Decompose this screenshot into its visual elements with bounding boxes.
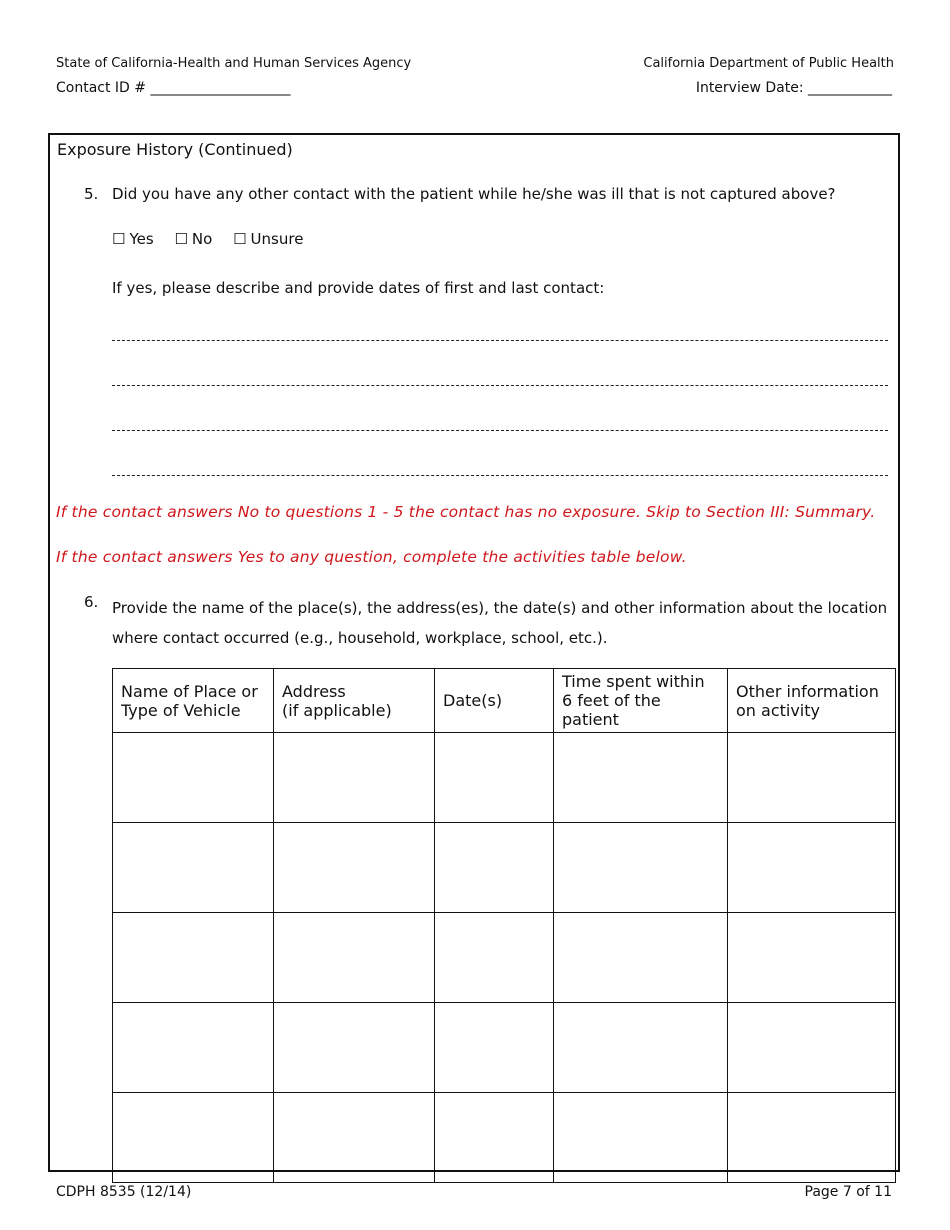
table-row (113, 1093, 896, 1183)
table-cell[interactable] (728, 913, 896, 1003)
header-name-of-place: Name of Place or Type of Vehicle (113, 669, 274, 733)
table-cell[interactable] (113, 823, 274, 913)
table-cell[interactable] (274, 733, 435, 823)
answer-line[interactable] (112, 385, 888, 386)
form-identifier: CDPH 8535 (12/14) (56, 1184, 192, 1200)
complete-table-note: If the contact answers Yes to any question, complete the activities table below. (56, 548, 687, 566)
question-6-number: 6. (84, 593, 99, 611)
table-cell[interactable] (113, 1003, 274, 1093)
contact-id-field[interactable]: Contact ID # ____________________ (56, 80, 291, 96)
exposure-history-section (48, 133, 900, 1172)
answer-line[interactable] (112, 430, 888, 431)
table-cell[interactable] (113, 1093, 274, 1183)
table-cell[interactable] (274, 823, 435, 913)
page-number: Page 7 of 11 (804, 1184, 892, 1200)
table-cell[interactable] (728, 1093, 896, 1183)
header-dates: Date(s) (435, 669, 554, 733)
no-exposure-note: If the contact answers No to questions 1 - 5 the contact has no exposure. Skip to Section III: Summary. (56, 503, 876, 521)
table-row (113, 913, 896, 1003)
interview-date-field[interactable]: Interview Date: ____________ (695, 80, 892, 96)
question-5-number: 5. (84, 185, 99, 203)
question-5-text: Did you have any other contact with the patient while he/she was ill that is not captured above? (112, 185, 836, 203)
table-cell[interactable] (274, 913, 435, 1003)
table-cell[interactable] (554, 823, 728, 913)
option-yes-label: Yes (129, 230, 154, 248)
agency-name: State of California-Health and Human Services Agency (56, 56, 412, 71)
table-cell[interactable] (435, 913, 554, 1003)
table-cell[interactable] (435, 1003, 554, 1093)
question-5-options (112, 230, 319, 248)
option-unsure[interactable] (233, 230, 303, 248)
table-cell[interactable] (728, 733, 896, 823)
table-cell[interactable] (554, 1093, 728, 1183)
header-time-spent: Time spent within 6 feet of the patient (554, 669, 728, 733)
question-6-text: Provide the name of the place(s), the address(es), the date(s) and other information about the location where contact occurred (e.g., household, workplace, school, etc.). (112, 599, 888, 647)
question-5-followup: If yes, please describe and provide dates of first and last contact: (112, 279, 605, 297)
table-cell[interactable] (554, 913, 728, 1003)
checkbox-icon[interactable]: ☐ (112, 230, 126, 248)
table-cell[interactable] (274, 1003, 435, 1093)
table-row (113, 823, 896, 913)
option-no-label: No (191, 230, 213, 248)
answer-line[interactable] (112, 475, 888, 476)
table-cell[interactable] (728, 823, 896, 913)
header-other-info: Other information on activity (728, 669, 896, 733)
option-unsure-label: Unsure (250, 230, 304, 248)
option-yes[interactable] (112, 230, 158, 248)
table-cell[interactable] (274, 1093, 435, 1183)
table-cell[interactable] (435, 1093, 554, 1183)
header-address: Address (if applicable) (274, 669, 435, 733)
table-row (113, 733, 896, 823)
table-cell[interactable] (554, 733, 728, 823)
table-cell[interactable] (728, 1003, 896, 1093)
answer-line[interactable] (112, 340, 888, 341)
table-cell[interactable] (435, 733, 554, 823)
table-cell[interactable] (554, 1003, 728, 1093)
option-no[interactable] (174, 230, 217, 248)
checkbox-icon[interactable]: ☐ (233, 230, 247, 248)
section-title: Exposure History (Continued) (57, 140, 293, 159)
table-header-row (113, 669, 896, 733)
checkbox-icon[interactable]: ☐ (174, 230, 188, 248)
table-cell[interactable] (113, 913, 274, 1003)
activities-table (112, 668, 896, 1183)
table-cell[interactable] (435, 823, 554, 913)
table-row (113, 1003, 896, 1093)
department-name: California Department of Public Health (643, 56, 894, 71)
table-cell[interactable] (113, 733, 274, 823)
